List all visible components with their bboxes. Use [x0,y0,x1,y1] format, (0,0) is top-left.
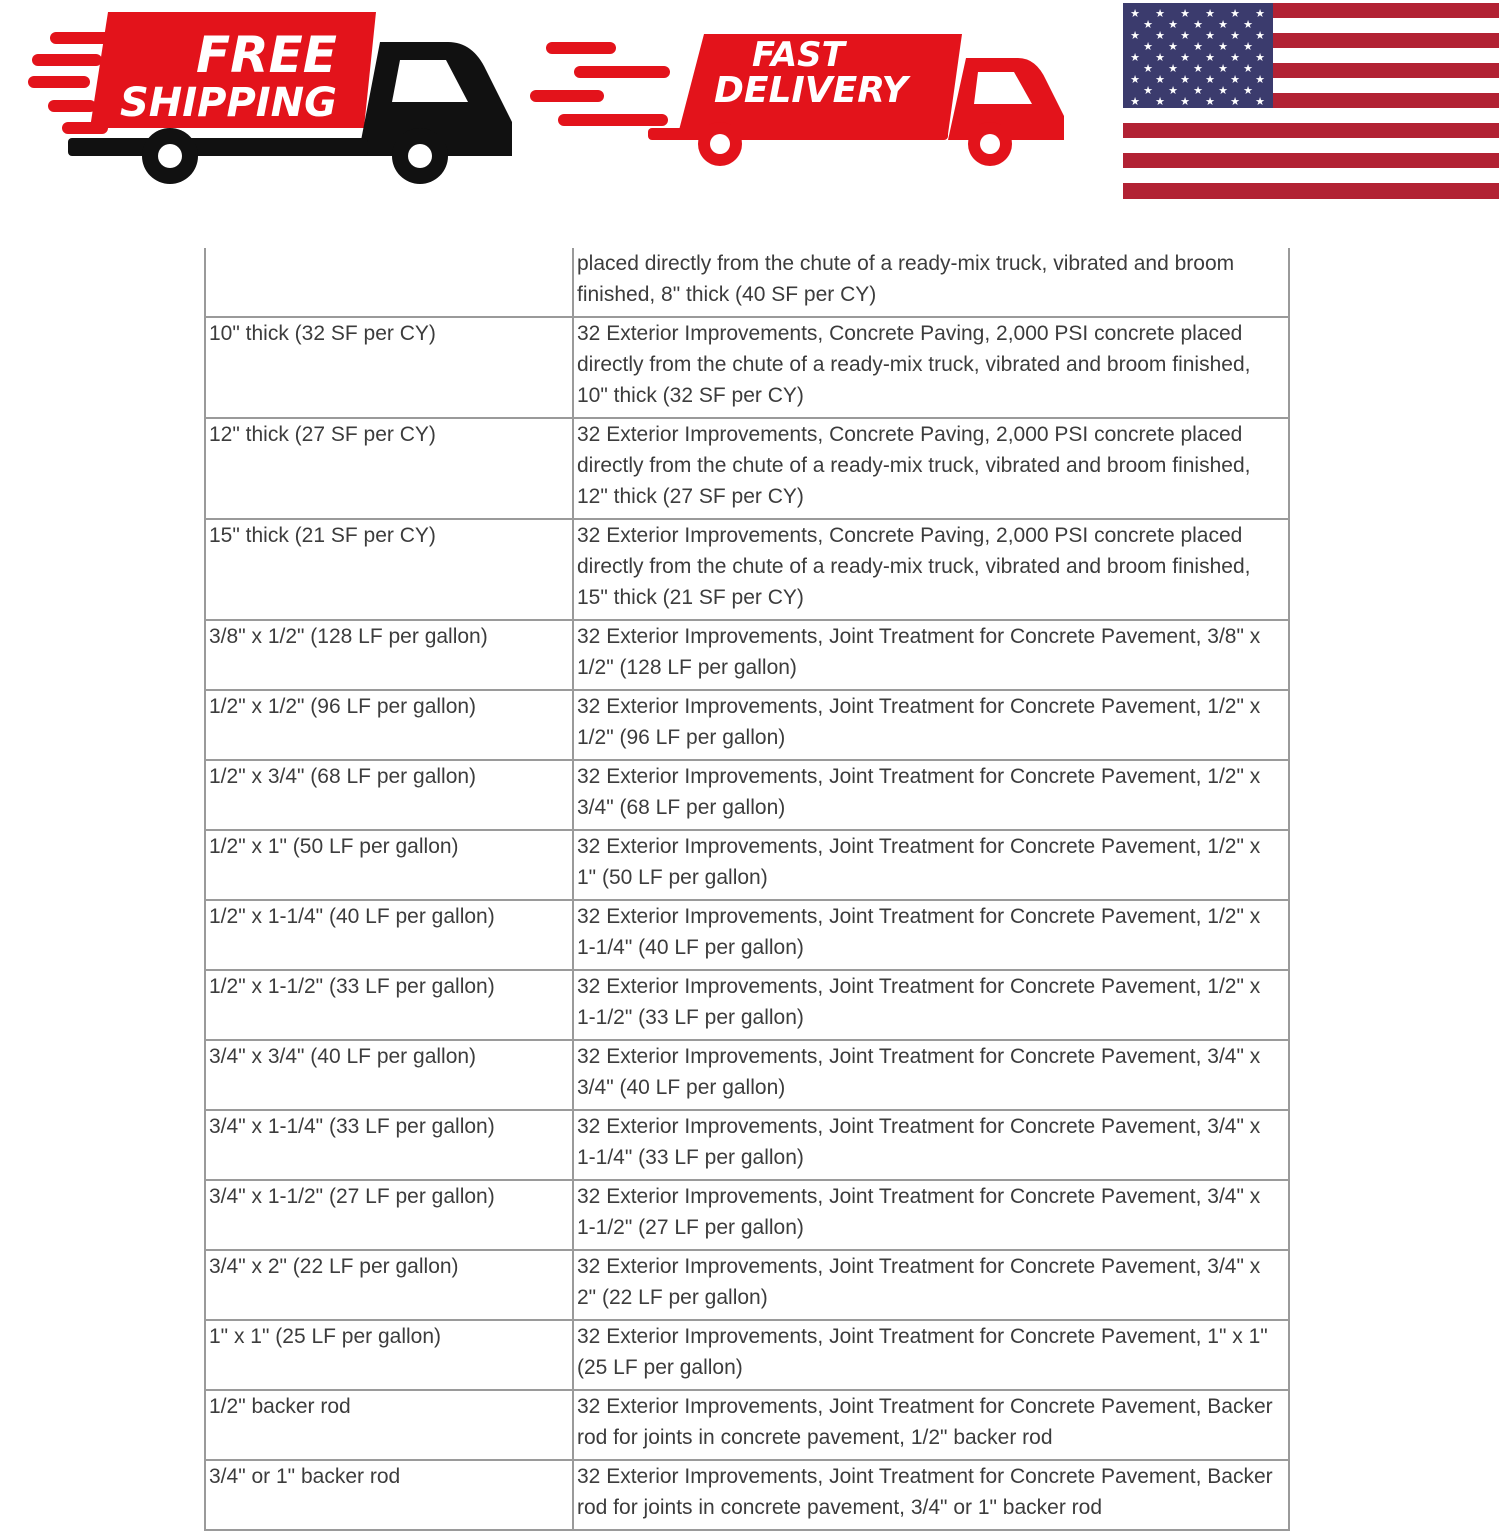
star-icon: ★ [1143,62,1153,75]
star-icon: ★ [1193,62,1203,75]
size-cell: 1/2" x 3/4" (68 LF per gallon) [205,760,573,830]
star-icon: ★ [1230,29,1240,42]
size-cell: 12" thick (27 SF per CY) [205,418,573,519]
star-icon: ★ [1143,40,1153,53]
star-icon: ★ [1218,84,1228,97]
star-icon: ★ [1168,40,1178,53]
description-cell: 32 Exterior Improvements, Joint Treatment for Concrete Pavement, 3/4" x 1-1/2" (27 LF per gallon) [573,1180,1289,1250]
star-icon: ★ [1243,62,1253,75]
description-cell: 32 Exterior Improvements, Joint Treatment for Concrete Pavement, 3/4" x 2" (22 LF per gallon) [573,1250,1289,1320]
star-icon: ★ [1205,7,1215,20]
table-row [205,900,1289,970]
star-icon: ★ [1255,51,1265,64]
size-cell: 3/4" x 2" (22 LF per gallon) [205,1250,573,1320]
description-cell: 32 Exterior Improvements, Joint Treatment for Concrete Pavement, Backer rod for joints in concrete pavement, 3/4" or 1" backer rod [573,1460,1289,1530]
table-row [205,1180,1289,1250]
size-cell: 1" x 1" (25 LF per gallon) [205,1320,573,1390]
pricing-document [204,248,1288,1519]
description-cell: 32 Exterior Improvements, Concrete Paving, 2,000 PSI concrete placed directly from the chute of a ready-mix truck, vibrated and broom finished, 15" thick (21 SF per CY) [573,519,1289,620]
star-icon: ★ [1155,51,1165,64]
star-icon: ★ [1255,73,1265,86]
table-row [205,830,1289,900]
description-cell: 32 Exterior Improvements, Joint Treatment for Concrete Pavement, 1/2" x 1" (50 LF per gallon) [573,830,1289,900]
size-cell [205,248,573,317]
table-row [205,1460,1289,1530]
star-icon: ★ [1180,29,1190,42]
size-cell: 3/4" x 3/4" (40 LF per gallon) [205,1040,573,1110]
star-icon: ★ [1180,7,1190,20]
size-cell: 1/2" x 1-1/4" (40 LF per gallon) [205,900,573,970]
description-cell: 32 Exterior Improvements, Concrete Paving, 2,000 PSI concrete placed directly from the chute of a ready-mix truck, vibrated and broom finished, 10" thick (32 SF per CY) [573,317,1289,418]
table-row [205,418,1289,519]
delivery-label: DELIVERY [714,70,908,111]
star-icon: ★ [1243,40,1253,53]
star-icon: ★ [1168,84,1178,97]
table-row [205,317,1289,418]
size-cell: 10" thick (32 SF per CY) [205,317,573,418]
table-row [205,1320,1289,1390]
table-row [205,1250,1289,1320]
table-row [205,248,1289,317]
description-cell: 32 Exterior Improvements, Joint Treatment for Concrete Pavement, 3/8" x 1/2" (128 LF per gallon) [573,620,1289,690]
description-cell: 32 Exterior Improvements, Joint Treatment for Concrete Pavement, 1/2" x 1-1/4" (40 LF per gallon) [573,900,1289,970]
size-cell: 1/2" x 1" (50 LF per gallon) [205,830,573,900]
table-row [205,690,1289,760]
description-cell: 32 Exterior Improvements, Joint Treatment for Concrete Pavement, 3/4" x 3/4" (40 LF per gallon) [573,1040,1289,1110]
table-row [205,1390,1289,1460]
star-icon: ★ [1205,95,1215,108]
table-row [205,519,1289,620]
free-label: FREE [196,26,337,84]
star-icon: ★ [1130,95,1140,108]
description-cell: 32 Exterior Improvements, Concrete Paving, 2,000 PSI concrete placed directly from the chute of a ready-mix truck, vibrated and broom finished, 12" thick (27 SF per CY) [573,418,1289,519]
star-icon: ★ [1155,7,1165,20]
star-icon: ★ [1243,84,1253,97]
star-icon: ★ [1218,18,1228,31]
description-cell: 32 Exterior Improvements, Joint Treatment for Concrete Pavement, 3/4" x 1-1/4" (33 LF per gallon) [573,1110,1289,1180]
star-icon: ★ [1143,84,1153,97]
size-cell: 1/2" x 1/2" (96 LF per gallon) [205,690,573,760]
star-icon: ★ [1180,95,1190,108]
shipping-label: SHIPPING [120,80,337,126]
star-icon: ★ [1230,95,1240,108]
star-icon: ★ [1243,18,1253,31]
description-cell: 32 Exterior Improvements, Joint Treatment for Concrete Pavement, Backer rod for joints in concrete pavement, 1/2" backer rod [573,1390,1289,1460]
star-icon: ★ [1168,18,1178,31]
star-icon: ★ [1155,73,1165,86]
star-icon: ★ [1230,73,1240,86]
star-icon: ★ [1155,95,1165,108]
star-icon: ★ [1130,73,1140,86]
star-icon: ★ [1130,7,1140,20]
size-cell: 3/8" x 1/2" (128 LF per gallon) [205,620,573,690]
description-cell: 32 Exterior Improvements, Joint Treatment for Concrete Pavement, 1/2" x 1/2" (96 LF per gallon) [573,690,1289,760]
star-icon: ★ [1180,73,1190,86]
table-row [205,1040,1289,1110]
star-icon: ★ [1143,18,1153,31]
size-cell: 3/4" x 1-1/2" (27 LF per gallon) [205,1180,573,1250]
description-cell: 32 Exterior Improvements, Joint Treatment for Concrete Pavement, 1/2" x 1-1/2" (33 LF per gallon) [573,970,1289,1040]
star-icon: ★ [1193,40,1203,53]
star-icon: ★ [1255,7,1265,20]
size-cell: 1/2" backer rod [205,1390,573,1460]
star-icon: ★ [1130,29,1140,42]
free-shipping-banner [28,10,518,185]
star-icon: ★ [1155,29,1165,42]
star-icon: ★ [1218,40,1228,53]
star-icon: ★ [1255,95,1265,108]
star-icon: ★ [1168,62,1178,75]
fast-label: FAST [752,35,845,75]
size-cell: 3/4" x 1-1/4" (33 LF per gallon) [205,1110,573,1180]
table-row [205,760,1289,830]
cost-table [204,248,1290,1531]
size-cell: 15" thick (21 SF per CY) [205,519,573,620]
speed-lines-icon [530,42,670,126]
table-row [205,620,1289,690]
size-cell: 3/4" or 1" backer rod [205,1460,573,1530]
fast-delivery-banner [528,28,1068,168]
star-icon: ★ [1218,62,1228,75]
star-icon: ★ [1205,73,1215,86]
us-flag-icon [1123,3,1499,199]
star-icon: ★ [1130,51,1140,64]
description-cell: 32 Exterior Improvements, Joint Treatment for Concrete Pavement, 1" x 1" (25 LF per gallon) [573,1320,1289,1390]
table-row [205,1110,1289,1180]
description-cell: placed directly from the chute of a ready-mix truck, vibrated and broom finished, 8" thick (40 SF per CY) [573,248,1289,317]
star-icon: ★ [1205,29,1215,42]
star-icon: ★ [1180,51,1190,64]
star-icon: ★ [1205,51,1215,64]
star-icon: ★ [1230,7,1240,20]
star-icon: ★ [1193,84,1203,97]
size-cell: 1/2" x 1-1/2" (33 LF per gallon) [205,970,573,1040]
description-cell: 32 Exterior Improvements, Joint Treatment for Concrete Pavement, 1/2" x 3/4" (68 LF per gallon) [573,760,1289,830]
star-icon: ★ [1255,29,1265,42]
star-icon: ★ [1193,18,1203,31]
star-icon: ★ [1230,51,1240,64]
table-row [205,970,1289,1040]
